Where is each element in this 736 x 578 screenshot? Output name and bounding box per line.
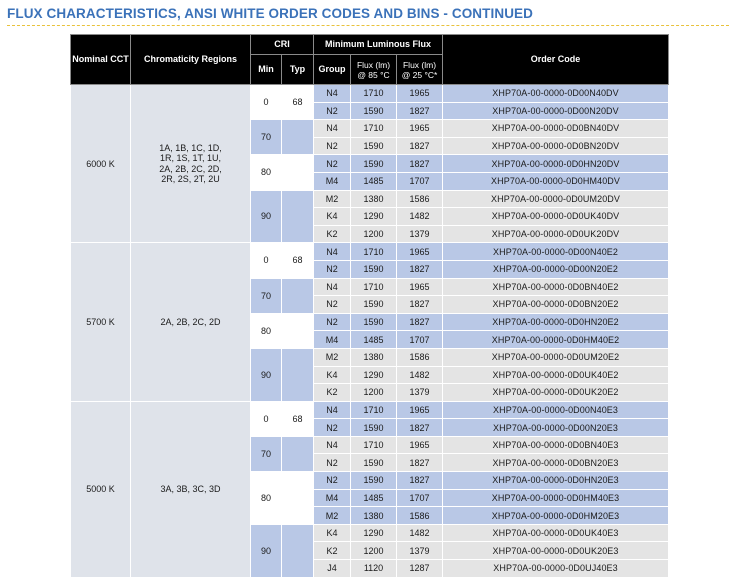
order-code-cell: XHP70A-00-0000-0D0UK40E2 — [443, 366, 669, 384]
flux-25c-cell: 1965 — [397, 85, 443, 103]
group-cell: N2 — [314, 260, 351, 278]
group-cell: N2 — [314, 313, 351, 331]
order-code-cell: XHP70A-00-0000-0D0BN40DV — [443, 120, 669, 138]
header-nominal-cct: Nominal CCT — [71, 35, 131, 85]
flux-25c-cell: 1965 — [397, 120, 443, 138]
flux-25c-cell: 1482 — [397, 524, 443, 542]
flux-25c-cell: 1827 — [397, 472, 443, 490]
header-order-code: Order Code — [443, 35, 669, 85]
order-code-cell: XHP70A-00-0000-0D0BN40E2 — [443, 278, 669, 296]
chromaticity-line: 2A, 2B, 2C, 2D, — [159, 163, 222, 174]
chromaticity-line: 1R, 1S, 1T, 1U, — [159, 153, 222, 164]
group-cell: M4 — [314, 172, 351, 190]
group-cell: N4 — [314, 401, 351, 419]
header-flux-25c-line1: Flux (lm) — [402, 59, 437, 70]
header-flux-25c — [397, 55, 443, 85]
chromaticity-line: 1A, 1B, 1C, 1D, — [159, 142, 222, 153]
cri-typ-cell — [282, 313, 314, 348]
cri-typ-cell: 68 — [282, 243, 314, 278]
cri-typ-cell — [282, 120, 314, 155]
flux-25c-cell: 1827 — [397, 260, 443, 278]
group-cell: K2 — [314, 384, 351, 402]
order-code-cell: XHP70A-00-0000-0D0UK20E3 — [443, 542, 669, 560]
order-code-cell: XHP70A-00-0000-0D0UM20E2 — [443, 348, 669, 366]
chromaticity-line: 2R, 2S, 2T, 2U — [161, 174, 220, 185]
flux-25c-cell: 1827 — [397, 454, 443, 472]
chromaticity-cell — [131, 85, 251, 243]
flux-25c-cell: 1586 — [397, 507, 443, 525]
flux-25c-cell: 1965 — [397, 243, 443, 261]
group-cell: N4 — [314, 120, 351, 138]
order-code-cell: XHP70A-00-0000-0D00N20E2 — [443, 260, 669, 278]
table-row — [71, 401, 669, 419]
order-code-cell: XHP70A-00-0000-0D0HN20E3 — [443, 472, 669, 490]
flux-25c-cell: 1827 — [397, 102, 443, 120]
group-cell: M2 — [314, 348, 351, 366]
order-code-cell: XHP70A-00-0000-0D00N40E3 — [443, 401, 669, 419]
flux-25c-cell: 1379 — [397, 542, 443, 560]
header-minimum-luminous-flux: Minimum Luminous Flux — [314, 35, 443, 55]
flux-order-code-table — [70, 34, 669, 578]
flux-25c-cell: 1827 — [397, 155, 443, 173]
order-code-cell: XHP70A-00-0000-0D0HM40E3 — [443, 489, 669, 507]
flux-85c-cell: 1120 — [351, 560, 397, 578]
chromaticity-cell — [131, 243, 251, 401]
header-cri-typ: Typ — [282, 55, 314, 85]
cri-typ-cell — [282, 472, 314, 525]
flux-85c-cell: 1710 — [351, 243, 397, 261]
flux-85c-cell: 1200 — [351, 225, 397, 243]
flux-85c-cell: 1590 — [351, 137, 397, 155]
order-code-cell: XHP70A-00-0000-0D0HN20DV — [443, 155, 669, 173]
table-body — [71, 85, 669, 578]
flux-25c-cell: 1379 — [397, 225, 443, 243]
flux-25c-cell: 1965 — [397, 401, 443, 419]
table-row — [71, 85, 669, 103]
group-cell: K2 — [314, 225, 351, 243]
order-code-cell: XHP70A-00-0000-0D00N40DV — [443, 85, 669, 103]
cri-min-cell: 90 — [251, 524, 282, 577]
flux-85c-cell: 1710 — [351, 278, 397, 296]
flux-85c-cell: 1485 — [351, 172, 397, 190]
cri-min-cell: 70 — [251, 278, 282, 313]
order-code-cell: XHP70A-00-0000-0D0UM20DV — [443, 190, 669, 208]
cri-typ-cell — [282, 348, 314, 401]
order-code-cell: XHP70A-00-0000-0D0HN20E2 — [443, 313, 669, 331]
cri-typ-cell: 68 — [282, 401, 314, 436]
group-cell: M4 — [314, 331, 351, 349]
flux-85c-cell: 1590 — [351, 260, 397, 278]
order-code-cell: XHP70A-00-0000-0D00N20E3 — [443, 419, 669, 437]
group-cell: N2 — [314, 296, 351, 314]
header-chromaticity-regions: Chromaticity Regions — [131, 35, 251, 85]
flux-25c-cell: 1586 — [397, 348, 443, 366]
flux-25c-cell: 1287 — [397, 560, 443, 578]
cri-min-cell: 70 — [251, 120, 282, 155]
flux-85c-cell: 1710 — [351, 401, 397, 419]
order-code-cell: XHP70A-00-0000-0D00N40E2 — [443, 243, 669, 261]
flux-85c-cell: 1380 — [351, 190, 397, 208]
order-code-cell: XHP70A-00-0000-0D0HM40E2 — [443, 331, 669, 349]
flux-85c-cell: 1590 — [351, 296, 397, 314]
chromaticity-cell — [131, 401, 251, 577]
header-flux-25c-line2: @ 25 °C* — [401, 69, 438, 80]
flux-85c-cell: 1590 — [351, 102, 397, 120]
order-code-cell: XHP70A-00-0000-0D0UK40DV — [443, 208, 669, 226]
flux-25c-cell: 1379 — [397, 384, 443, 402]
order-code-cell: XHP70A-00-0000-0D0BN20E3 — [443, 454, 669, 472]
header-flux-85c — [351, 55, 397, 85]
order-code-cell: XHP70A-00-0000-0D0BN20DV — [443, 137, 669, 155]
order-code-cell: XHP70A-00-0000-0D0UK40E3 — [443, 524, 669, 542]
group-cell: N2 — [314, 419, 351, 437]
group-cell: K2 — [314, 542, 351, 560]
order-code-cell: XHP70A-00-0000-0D0UJ40E3 — [443, 560, 669, 578]
chromaticity-line: 2A, 2B, 2C, 2D — [160, 316, 221, 327]
group-cell: N4 — [314, 278, 351, 296]
group-cell: N2 — [314, 454, 351, 472]
order-code-cell: XHP70A-00-0000-0D0HM40DV — [443, 172, 669, 190]
cri-typ-cell — [282, 155, 314, 190]
flux-25c-cell: 1707 — [397, 489, 443, 507]
order-code-cell: XHP70A-00-0000-0D00N20DV — [443, 102, 669, 120]
group-cell: N2 — [314, 102, 351, 120]
cct-cell: 5000 K — [71, 401, 131, 577]
cri-min-cell: 90 — [251, 190, 282, 243]
cri-typ-cell — [282, 524, 314, 577]
header-cri-min: Min — [251, 55, 282, 85]
cct-cell: 6000 K — [71, 85, 131, 243]
cri-min-cell: 80 — [251, 472, 282, 525]
page-title: FLUX CHARACTERISTICS, ANSI WHITE ORDER CODES AND BINS - CONTINUED — [7, 6, 534, 21]
cri-min-cell: 0 — [251, 243, 282, 278]
flux-85c-cell: 1290 — [351, 524, 397, 542]
flux-85c-cell: 1290 — [351, 208, 397, 226]
group-cell: N4 — [314, 436, 351, 454]
flux-85c-cell: 1380 — [351, 507, 397, 525]
cri-typ-cell — [282, 190, 314, 243]
group-cell: M2 — [314, 190, 351, 208]
cri-min-cell: 0 — [251, 85, 282, 120]
flux-85c-cell: 1590 — [351, 313, 397, 331]
flux-85c-cell: 1590 — [351, 155, 397, 173]
group-cell: N4 — [314, 243, 351, 261]
flux-85c-cell: 1200 — [351, 384, 397, 402]
group-cell: N2 — [314, 472, 351, 490]
order-code-cell: XHP70A-00-0000-0D0UK20DV — [443, 225, 669, 243]
cri-typ-cell — [282, 436, 314, 471]
order-code-cell: XHP70A-00-0000-0D0BN40E3 — [443, 436, 669, 454]
order-code-cell: XHP70A-00-0000-0D0HM20E3 — [443, 507, 669, 525]
group-cell: N4 — [314, 85, 351, 103]
group-cell: N2 — [314, 137, 351, 155]
header-cri: CRI — [251, 35, 314, 55]
flux-85c-cell: 1200 — [351, 542, 397, 560]
flux-85c-cell: 1380 — [351, 348, 397, 366]
flux-85c-cell: 1710 — [351, 436, 397, 454]
flux-85c-cell: 1290 — [351, 366, 397, 384]
flux-25c-cell: 1482 — [397, 208, 443, 226]
group-cell: J4 — [314, 560, 351, 578]
flux-85c-cell: 1710 — [351, 120, 397, 138]
header-flux-85c-line2: @ 85 °C — [357, 69, 390, 80]
group-cell: K4 — [314, 366, 351, 384]
flux-25c-cell: 1586 — [397, 190, 443, 208]
cri-min-cell: 80 — [251, 155, 282, 190]
flux-85c-cell: 1590 — [351, 454, 397, 472]
group-cell: M4 — [314, 489, 351, 507]
header-group: Group — [314, 55, 351, 85]
flux-85c-cell: 1590 — [351, 419, 397, 437]
flux-25c-cell: 1482 — [397, 366, 443, 384]
order-code-cell: XHP70A-00-0000-0D0UK20E2 — [443, 384, 669, 402]
group-cell: K4 — [314, 208, 351, 226]
cri-min-cell: 90 — [251, 348, 282, 401]
flux-25c-cell: 1707 — [397, 331, 443, 349]
flux-25c-cell: 1965 — [397, 278, 443, 296]
flux-25c-cell: 1827 — [397, 137, 443, 155]
cri-min-cell: 0 — [251, 401, 282, 436]
flux-25c-cell: 1965 — [397, 436, 443, 454]
cri-min-cell: 70 — [251, 436, 282, 471]
flux-85c-cell: 1485 — [351, 331, 397, 349]
flux-85c-cell: 1710 — [351, 85, 397, 103]
group-cell: M2 — [314, 507, 351, 525]
cri-typ-cell: 68 — [282, 85, 314, 120]
group-cell: N2 — [314, 155, 351, 173]
flux-25c-cell: 1827 — [397, 419, 443, 437]
order-code-cell: XHP70A-00-0000-0D0BN20E2 — [443, 296, 669, 314]
flux-85c-cell: 1590 — [351, 472, 397, 490]
flux-85c-cell: 1485 — [351, 489, 397, 507]
cri-min-cell: 80 — [251, 313, 282, 348]
flux-25c-cell: 1827 — [397, 313, 443, 331]
group-cell: K4 — [314, 524, 351, 542]
chromaticity-line: 3A, 3B, 3C, 3D — [160, 483, 221, 494]
flux-25c-cell: 1827 — [397, 296, 443, 314]
flux-25c-cell: 1707 — [397, 172, 443, 190]
table-row — [71, 243, 669, 261]
cri-typ-cell — [282, 278, 314, 313]
header-flux-85c-line1: Flux (lm) — [356, 59, 391, 70]
title-divider — [7, 25, 729, 26]
cct-cell: 5700 K — [71, 243, 131, 401]
